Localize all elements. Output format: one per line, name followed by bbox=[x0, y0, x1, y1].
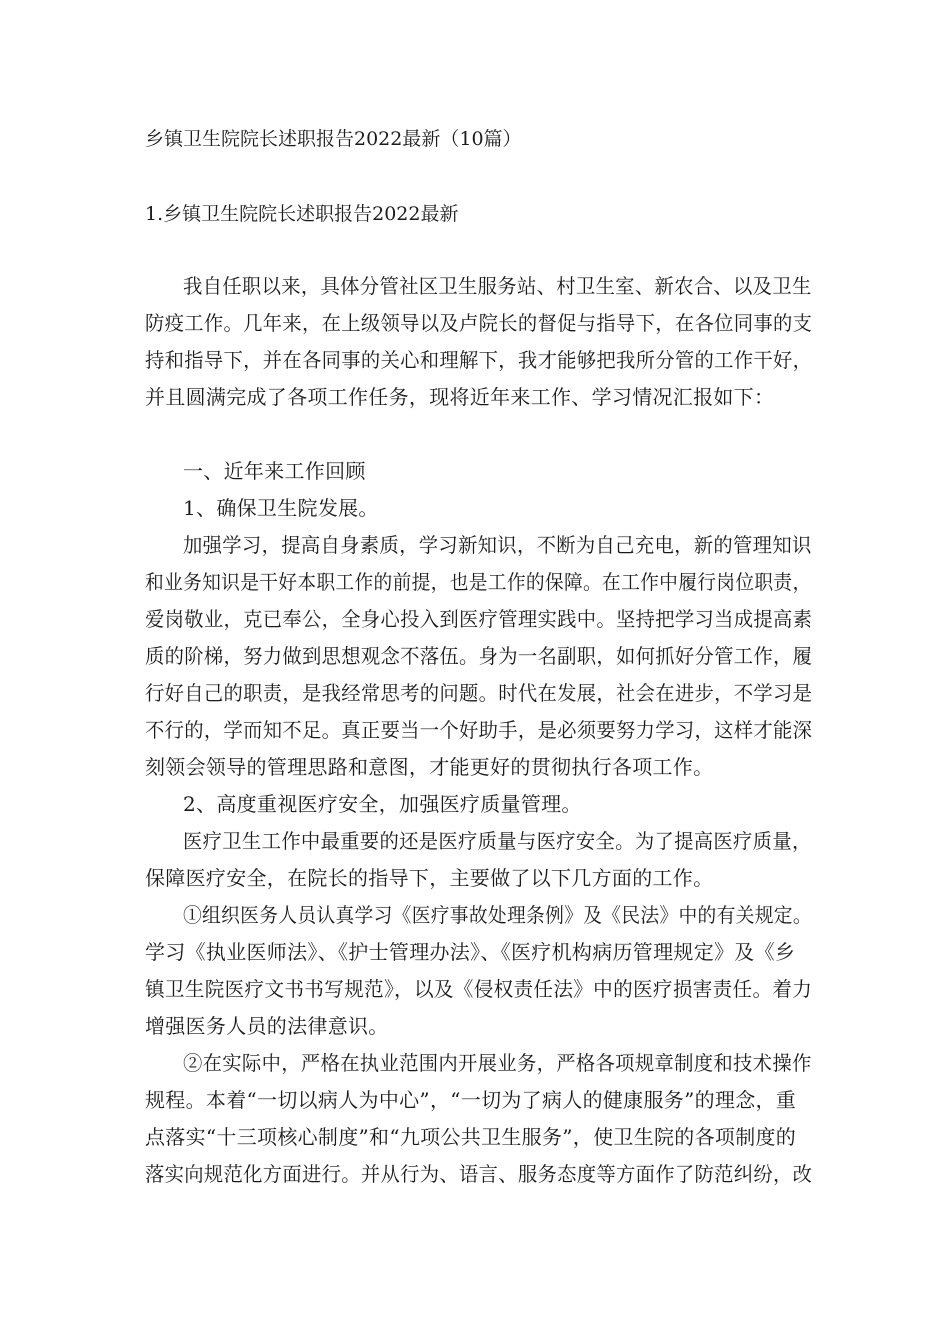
subheading-line: 2、高度重视医疗安全，加强医疗质量管理。 bbox=[183, 792, 582, 816]
paragraph-line: 爱岗敬业，克已奉公，全身心投入到医疗管理实践中。坚持把学习当成提高素 bbox=[145, 607, 813, 631]
paragraph-line: ②在实际中，严格在执业范围内开展业务，严格各项规章制度和技术操作 bbox=[183, 1051, 812, 1075]
paragraph-line: 并且圆满完成了各项工作任务，现将近年来工作、学习情况汇报如下： bbox=[145, 385, 775, 409]
paragraph-line: 我自任职以来，具体分管社区卫生服务站、村卫生室、新农合、以及卫生 bbox=[183, 274, 812, 298]
paragraph-line: 镇卫生院医疗文书书写规范》，以及《侵权责任法》中的医疗损害责任。着力 bbox=[145, 977, 813, 1001]
paragraph-line: 规程。本着“一切以病人为中心”，“一切为了病人的健康服务”的理念，重 bbox=[145, 1088, 797, 1112]
section-title: 1.乡镇卫生院院长述职报告2022最新 bbox=[145, 203, 459, 225]
heading-line: 一、近年来工作回顾 bbox=[183, 459, 366, 483]
paragraph-line: 持和指导下，并在各同事的关心和理解下，我才能够把我所分管的工作干好， bbox=[145, 348, 813, 372]
paragraph-line: 质的阶梯，努力做到思想观念不落伍。身为一名副职，如何抓好分管工作，履 bbox=[145, 644, 813, 668]
paragraph-line: ①组织医务人员认真学习《医疗事故处理条例》及《民法》中的有关规定。 bbox=[183, 903, 812, 927]
document-title: 乡镇卫生院院长述职报告2022最新（10篇） bbox=[145, 128, 522, 150]
paragraph-line: 落实向规范化方面进行。并从行为、语言、服务态度等方面作了防范纠纷，改 bbox=[145, 1162, 813, 1186]
paragraph-line: 防疫工作。几年来，在上级领导以及卢院长的督促与指导下，在各位同事的支 bbox=[145, 311, 813, 335]
paragraph-line: 点落实“十三项核心制度”和“九项公共卫生服务”，使卫生院的各项制度的 bbox=[145, 1125, 797, 1149]
paragraph-line: 加强学习，提高自身素质，学习新知识，不断为自己充电，新的管理知识 bbox=[183, 533, 812, 557]
paragraph-line: 行好自己的职责，是我经常思考的问题。时代在发展，社会在进步，不学习是 bbox=[145, 681, 813, 705]
paragraph-line: 学习《执业医师法》、《护士管理办法》、《医疗机构病历管理规定》及《乡 bbox=[145, 940, 796, 964]
paragraph-line: 增强医务人员的法律意识。 bbox=[145, 1014, 389, 1038]
paragraph-line: 医疗卫生工作中最重要的还是医疗质量与医疗安全。为了提高医疗质量， bbox=[183, 829, 812, 853]
paragraph-line: 保障医疗安全，在院长的指导下，主要做了以下几方面的工作。 bbox=[145, 866, 714, 890]
paragraph-line: 和业务知识是干好本职工作的前提，也是工作的保障。在工作中履行岗位职责， bbox=[145, 570, 812, 594]
paragraph-line: 不行的，学而知不足。真正要当一个好助手，是必须要努力学习，这样才能深 bbox=[145, 718, 813, 742]
paragraph-line: 刻领会领导的管理思路和意图，才能更好的贯彻执行各项工作。 bbox=[145, 755, 714, 779]
subheading-line: 1、确保卫生院发展。 bbox=[183, 496, 379, 520]
